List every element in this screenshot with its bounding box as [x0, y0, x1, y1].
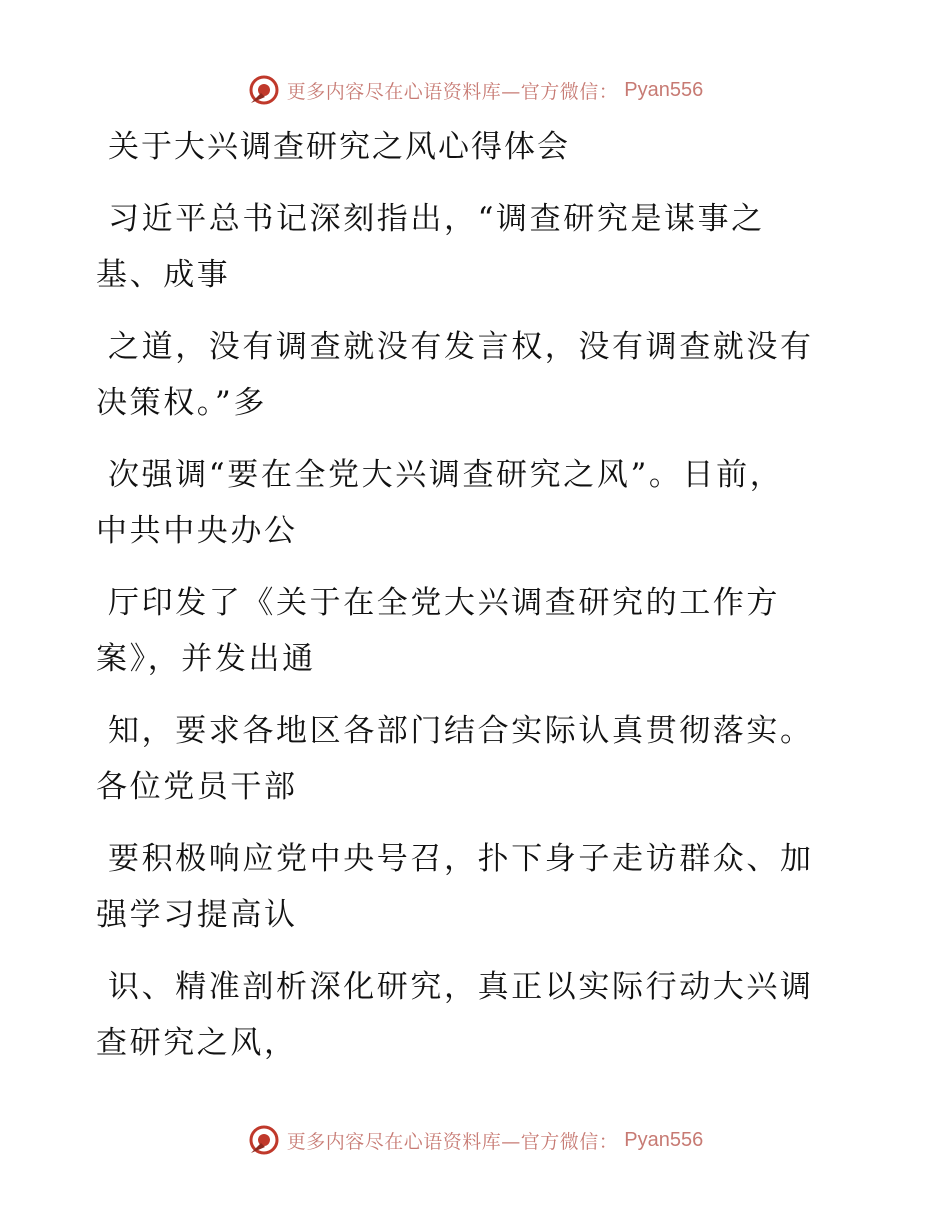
paragraph — [96, 574, 856, 688]
paragraph — [96, 958, 856, 1072]
text-line: 知，要求各地区各部门结合实际认真贯彻落实。 — [108, 713, 814, 749]
watermark-text: 更多内容尽在心语资料库—官方微信： — [286, 80, 619, 103]
paragraph — [96, 830, 856, 944]
text-line: 案》，并发出通 — [96, 641, 316, 677]
header-watermark — [0, 70, 950, 110]
paragraph — [96, 318, 856, 432]
text-line: 识、精准剖析深化研究，真正以实际行动大兴调 — [108, 969, 814, 1005]
document-title: 关于大兴调查研究之风心得体会 — [108, 129, 570, 165]
watermark-wechat-id: Pyan556 — [624, 1128, 704, 1151]
text-line: 基、成事 — [96, 257, 231, 293]
watermark-wechat-id: Pyan556 — [624, 78, 704, 101]
paragraph — [96, 190, 856, 304]
text-line: 次强调“要在全党大兴调查研究之风”。日前， — [108, 457, 784, 493]
text-line: 决策权。”多 — [96, 385, 267, 421]
pen-logo-icon — [247, 73, 281, 107]
text-line: 各位党员干部 — [96, 769, 298, 805]
text-line: 查研究之风， — [96, 1025, 298, 1061]
text-line: 之道，没有调查就没有发言权，没有调查就没有 — [108, 329, 814, 365]
watermark-text: 更多内容尽在心语资料库—官方微信： — [286, 1130, 619, 1153]
footer-watermark — [0, 1120, 950, 1160]
text-line: 强学习提高认 — [96, 897, 298, 933]
text-line: 厅印发了《关于在全党大兴调查研究的工作方 — [108, 585, 780, 621]
pen-logo-icon — [247, 1123, 281, 1157]
paragraph — [96, 446, 856, 560]
paragraph — [96, 702, 856, 816]
document-body — [96, 118, 856, 1072]
text-line: 中共中央办公 — [96, 513, 298, 549]
text-line: 习近平总书记深刻指出，“调查研究是谋事之 — [108, 201, 765, 237]
text-line: 要积极响应党中央号召，扑下身子走访群众、加 — [108, 841, 814, 877]
